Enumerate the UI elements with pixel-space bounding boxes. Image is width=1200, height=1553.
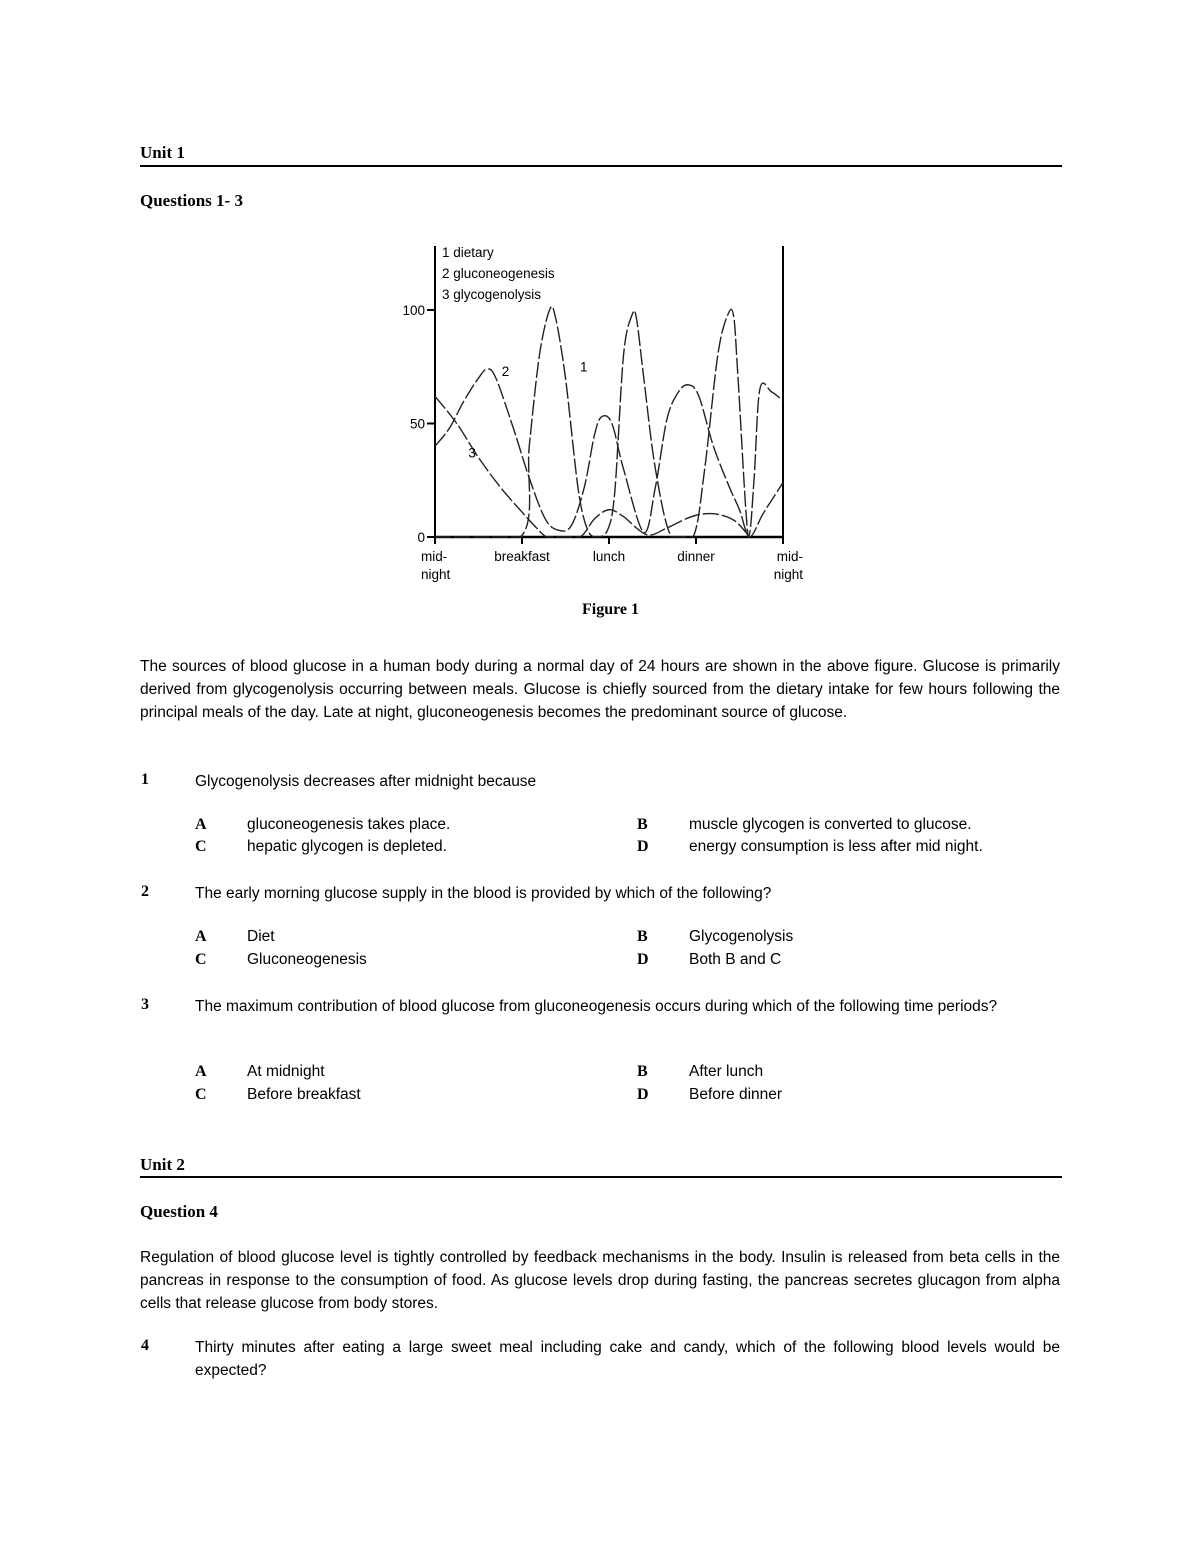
x-tick-label: breakfast bbox=[494, 549, 550, 564]
x-tick-label: dinner bbox=[677, 549, 715, 564]
x-tick-label: lunch bbox=[592, 549, 626, 564]
y-tick-label: 50 bbox=[409, 416, 425, 432]
legend-item: 3 glycogenolysis bbox=[442, 287, 542, 302]
option-letter: B bbox=[637, 1063, 648, 1080]
questions-heading: Questions 1- 3 bbox=[140, 191, 243, 210]
option-b[interactable]: After lunch bbox=[689, 1063, 764, 1080]
series-1-label: 1 bbox=[580, 359, 588, 375]
option-letter: C bbox=[195, 1086, 207, 1103]
question-text: The early morning glucose supply in the blood is provided by which of the following? bbox=[195, 885, 772, 902]
intro-paragraph: The sources of blood glucose in a human body during a normal day of 24 hours are shown in the above figure. Glucose is primarily derived from glycogenolysis occurring between meals. Glucose is chiefly sourced from the dietary intake for few hours following the principal meals of the day. Late at night, gluconeogenesis becomes the predominant source of glucose. bbox=[140, 658, 1060, 721]
question-text: Thirty minutes after eating a large sweet meal including cake and candy, which of the following blood levels would be expected? bbox=[195, 1339, 1060, 1379]
figure-caption: Figure 1 bbox=[582, 601, 640, 618]
option-letter: A bbox=[195, 928, 207, 945]
option-letter: D bbox=[637, 1086, 649, 1103]
option-d[interactable]: Both B and C bbox=[689, 951, 782, 968]
x-tick-label: mid- bbox=[776, 549, 803, 564]
x-tick-label: night bbox=[773, 567, 803, 582]
question-number: 2 bbox=[141, 883, 149, 900]
chart-legend bbox=[442, 245, 555, 302]
option-letter: B bbox=[637, 928, 648, 945]
option-letter: B bbox=[637, 816, 648, 833]
unit-1-title: Unit 1 bbox=[140, 143, 185, 162]
question-number: 4 bbox=[141, 1337, 149, 1354]
unit-2-paragraph: Regulation of blood glucose level is tightly controlled by feedback mechanisms in the body. Insulin is released from beta cells in the pancreas in response to the consumption of food. As glucose levels drop during fasting, the pancreas secretes glucagon from alpha cells that release glucose from body stores. bbox=[140, 1249, 1060, 1312]
option-a[interactable]: At midnight bbox=[247, 1063, 325, 1080]
y-tick-label: 0 bbox=[417, 530, 425, 545]
option-letter: C bbox=[195, 838, 207, 855]
option-letter: A bbox=[195, 1063, 207, 1080]
series-1-line bbox=[435, 306, 783, 537]
legend-item: 1 dietary bbox=[442, 245, 494, 260]
series-2-label: 2 bbox=[501, 363, 510, 379]
series-3-label: 3 bbox=[468, 445, 476, 461]
option-c[interactable]: Gluconeogenesis bbox=[247, 951, 367, 968]
series-2-line bbox=[435, 369, 783, 537]
option-letter: C bbox=[195, 951, 207, 968]
option-letter: A bbox=[195, 816, 207, 833]
option-b[interactable]: muscle glycogen is converted to glucose. bbox=[689, 816, 972, 833]
legend-item: 2 gluconeogenesis bbox=[442, 266, 555, 281]
option-c[interactable]: Before breakfast bbox=[247, 1086, 361, 1103]
x-tick-label: night bbox=[421, 567, 451, 582]
option-d[interactable]: energy consumption is less after mid night. bbox=[689, 838, 983, 855]
y-tick-label: 100 bbox=[402, 303, 425, 318]
question-heading: Question 4 bbox=[140, 1202, 218, 1221]
option-b[interactable]: Glycogenolysis bbox=[689, 928, 794, 945]
option-letter: D bbox=[637, 838, 649, 855]
option-c[interactable]: hepatic glycogen is depleted. bbox=[247, 838, 447, 855]
option-a[interactable]: gluconeogenesis takes place. bbox=[247, 816, 451, 833]
divider bbox=[140, 165, 1062, 167]
option-d[interactable]: Before dinner bbox=[689, 1086, 783, 1103]
question-number: 1 bbox=[141, 771, 149, 788]
question-text: Glycogenolysis decreases after midnight because bbox=[195, 773, 537, 790]
option-a[interactable]: Diet bbox=[247, 928, 275, 945]
series-3-line bbox=[435, 396, 750, 537]
question-number: 3 bbox=[141, 996, 149, 1013]
question-text: The maximum contribution of blood glucose from gluconeogenesis occurs during which of the following time periods? bbox=[195, 998, 998, 1015]
figure-1-chart bbox=[370, 238, 830, 588]
option-letter: D bbox=[637, 951, 649, 968]
unit-2-title: Unit 2 bbox=[140, 1155, 185, 1174]
x-tick-label: mid- bbox=[421, 549, 448, 564]
divider bbox=[140, 1176, 1062, 1178]
